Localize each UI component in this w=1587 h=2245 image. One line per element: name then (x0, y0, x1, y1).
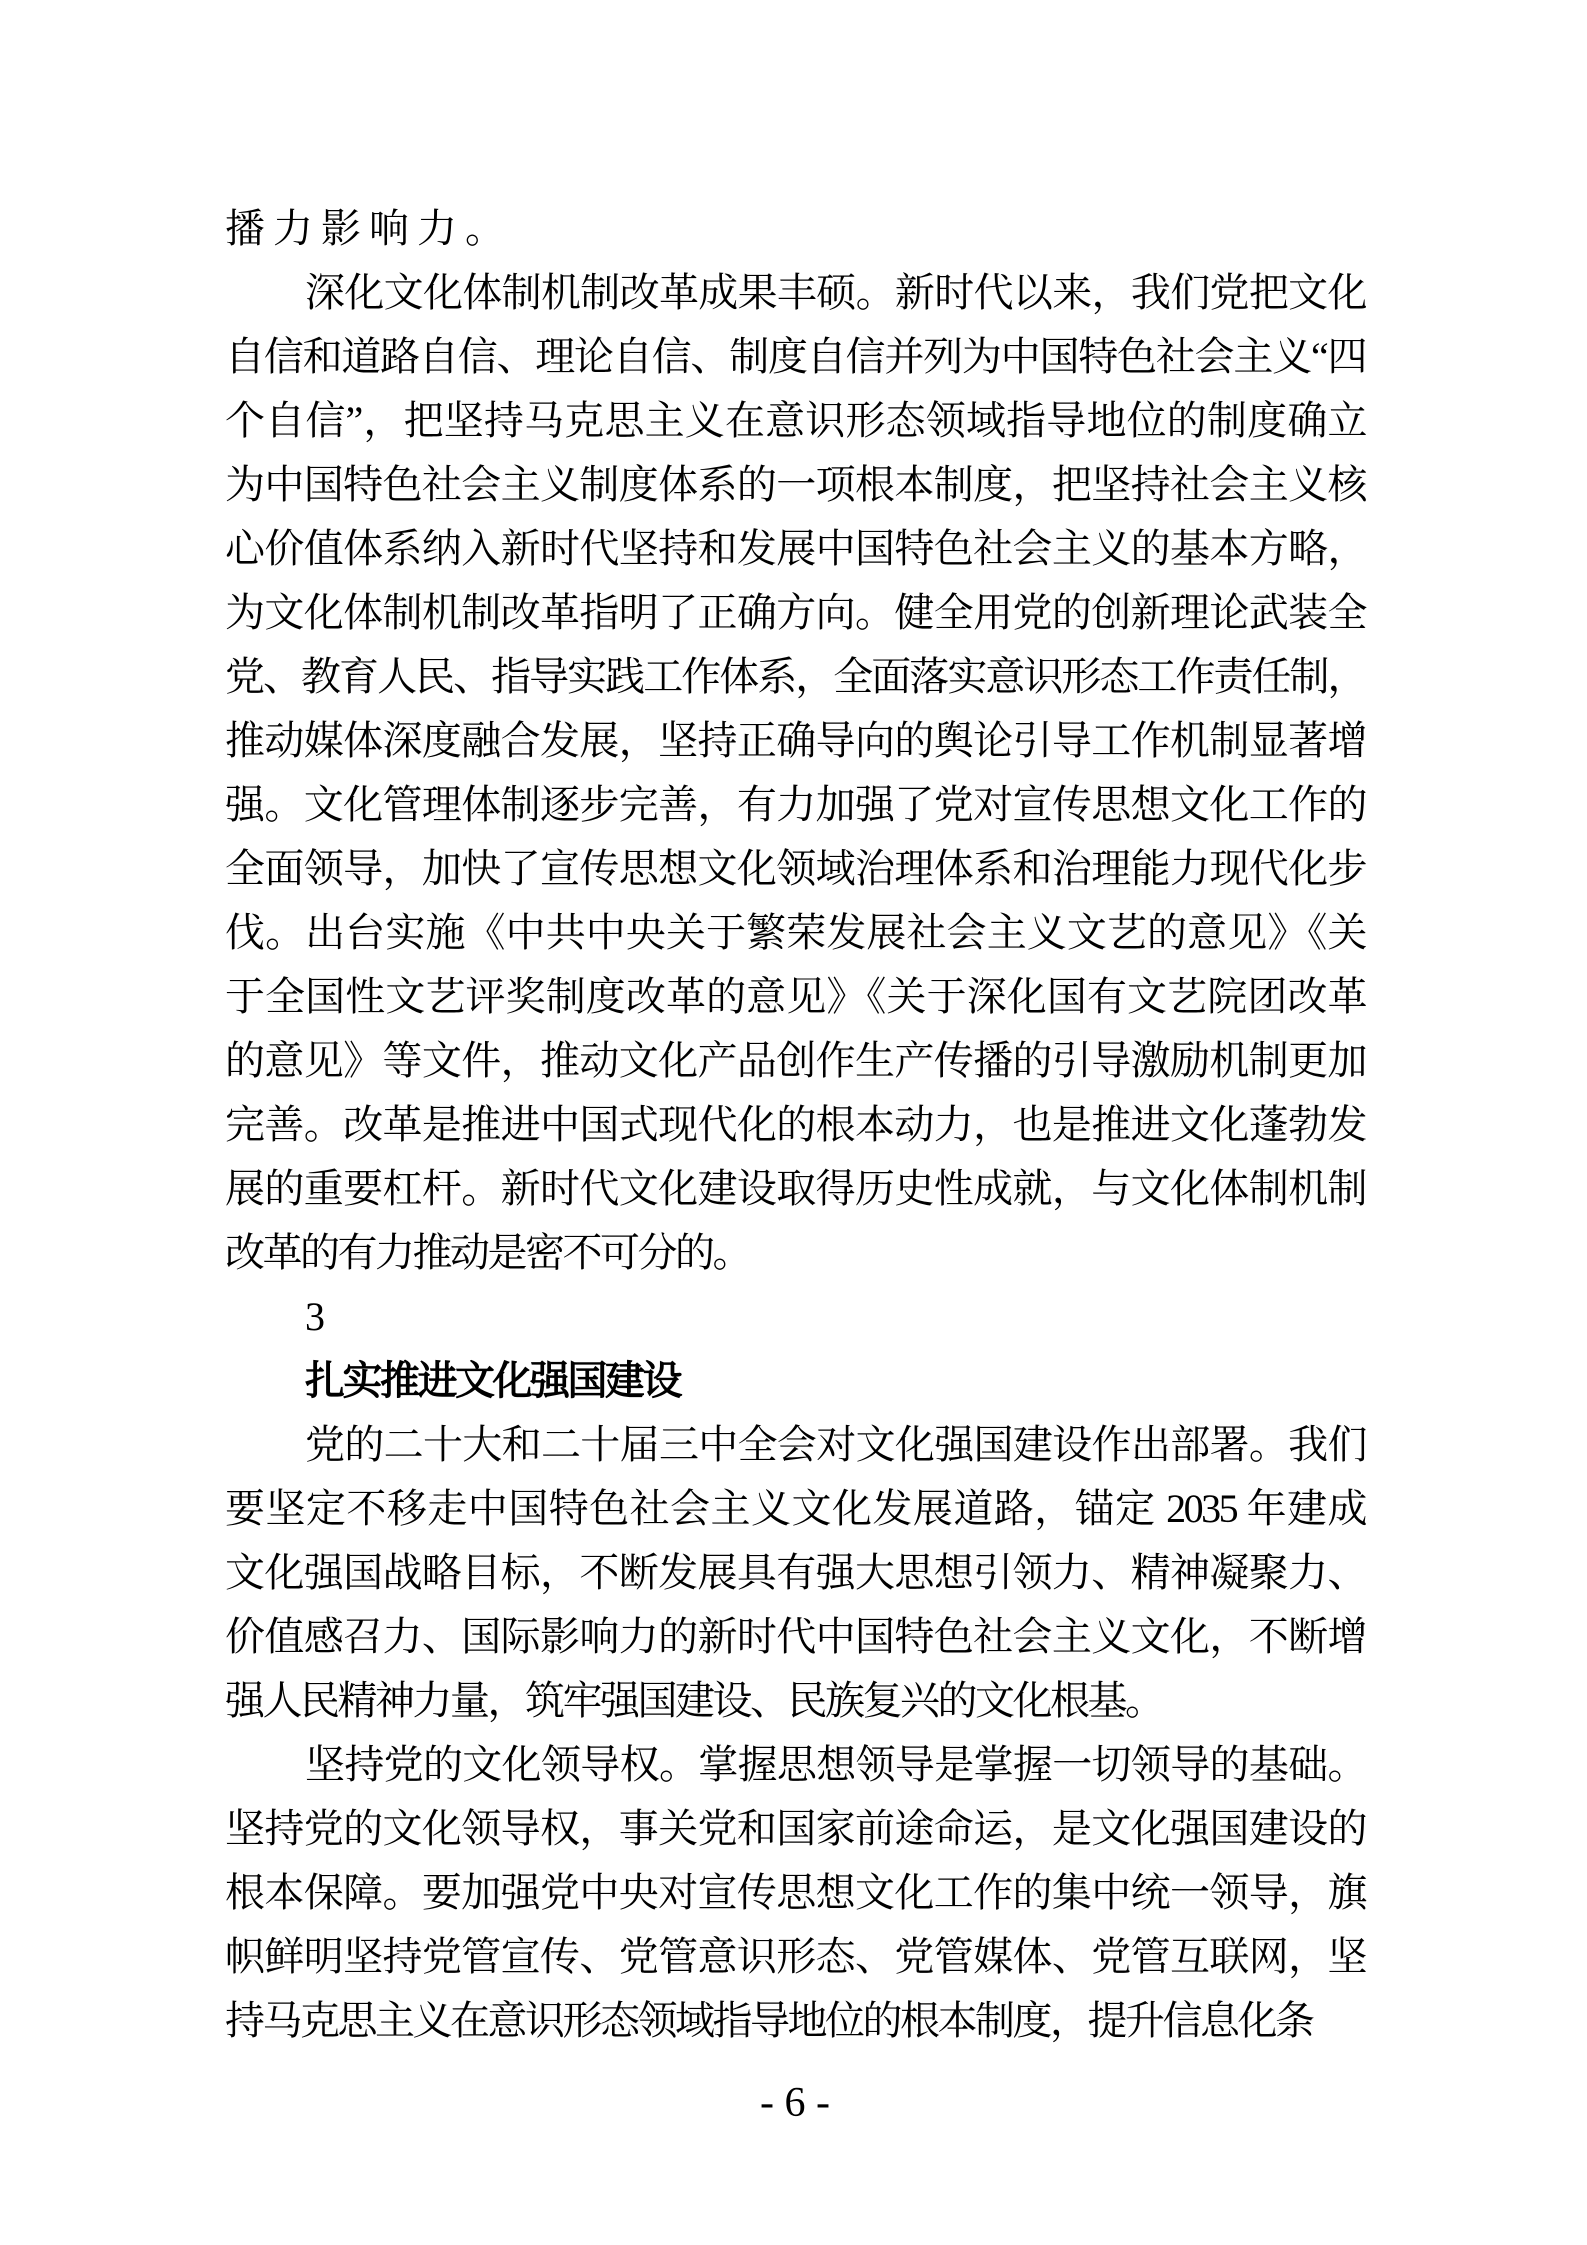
text-line: 3 (305, 1294, 323, 1339)
paragraph-reform-achievements (225, 261, 1365, 1285)
text-line: 持马克思主义在意识形态领域指导地位的根本制度，提升信息化条 (225, 1998, 1313, 2043)
text-line: 坚持党的文化领导权，事关党和国家前途命运，是文化强国建设的 (225, 1806, 1365, 1851)
text-line: 心价值体系纳入新时代坚持和发展中国特色社会主义的基本方略， (225, 526, 1365, 571)
text-line: 强人民精神力量，筑牢强国建设、民族复兴的文化根基。 (225, 1678, 1163, 1723)
paragraph-strong-culture-goal (225, 1413, 1365, 1733)
text-line: 价值感召力、国际影响力的新时代中国特色社会主义文化，不断增 (225, 1614, 1365, 1659)
text-line: 的意见》等文件，推动文化产品创作生产传播的引导激励机制更加 (225, 1038, 1365, 1083)
text-line: 帜鲜明坚持党管宣传、党管意识形态、党管媒体、党管互联网，坚 (225, 1934, 1365, 1979)
document-text (225, 197, 1365, 2053)
text-line: 为文化体制机制改革指明了正确方向。健全用党的创新理论武装全 (225, 590, 1365, 635)
paragraph-party-cultural-leadership (225, 1733, 1365, 2053)
text-line: 党的二十大和二十届三中全会对文化强国建设作出部署。我们 (305, 1422, 1365, 1467)
text-line: 个自信”，把坚持马克思主义在意识形态领域指导地位的制度确立 (225, 398, 1365, 443)
text-line: 推动媒体深度融合发展，坚持正确导向的舆论引导工作机制显著增 (225, 718, 1365, 763)
text-line: 坚持党的文化领导权。掌握思想领导是掌握一切领导的基础。 (305, 1742, 1365, 1787)
section-number (225, 1285, 1365, 1349)
text-line: 改革的有力推动是密不可分的。 (225, 1230, 750, 1275)
section-heading (225, 1349, 1365, 1413)
text-line: 自信和道路自信、理论自信、制度自信并列为中国特色社会主义“四 (225, 334, 1365, 379)
text-line: 为中国特色社会主义制度体系的一项根本制度，把坚持社会主义核 (225, 462, 1365, 507)
paragraph-continuation (225, 197, 1365, 261)
text-line: 文化强国战略目标，不断发展具有强大思想引领力、精神凝聚力、 (225, 1550, 1365, 1595)
text-line: 要坚定不移走中国特色社会主义文化发展道路，锚定 2035 年建成 (225, 1486, 1365, 1531)
text-line: 根本保障。要加强党中央对宣传思想文化工作的集中统一领导，旗 (225, 1870, 1365, 1915)
page-number: - 6 - (760, 2080, 830, 2126)
text-line: 全面领导，加快了宣传思想文化领域治理体系和治理能力现代化步 (225, 846, 1365, 891)
text-line: 于全国性文艺评奖制度改革的意见》《关于深化国有文艺院团改革 (225, 974, 1365, 1019)
text-line: 展的重要杠杆。新时代文化建设取得历史性成就，与文化体制机制 (225, 1166, 1365, 1211)
text-line: 强。文化管理体制逐步完善，有力加强了党对宣传思想文化工作的 (225, 782, 1365, 827)
text-line: 深化文化体制机制改革成果丰硕。新时代以来，我们党把文化 (305, 270, 1365, 315)
text-line: 伐。出台实施《中共中央关于繁荣发展社会主义文艺的意见》《关 (225, 910, 1365, 955)
text-line: 播力影响力。 (225, 206, 513, 251)
text-line: 完善。改革是推进中国式现代化的根本动力，也是推进文化蓬勃发 (225, 1102, 1365, 1147)
text-line: 党、教育人民、指导实践工作体系，全面落实意识形态工作责任制， (225, 654, 1365, 699)
text-line: 扎实推进文化强国建设 (305, 1358, 680, 1403)
